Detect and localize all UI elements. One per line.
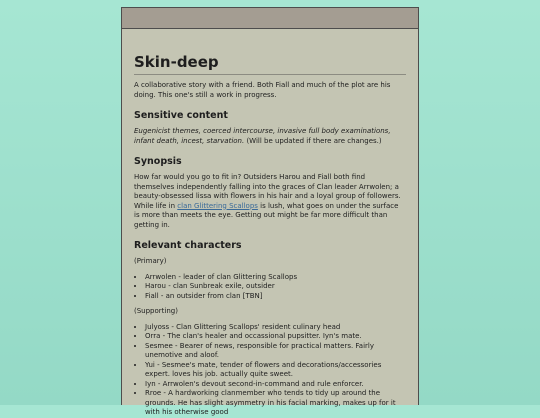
synopsis-part-2: is lush, what goes on under the surface is more than meets the eye. Getting out might be far more difficult than getting in. <box>134 201 399 229</box>
list-item: • Iyn - Arrwolen's devout second-in-command and rule enforcer. <box>145 380 406 390</box>
primary-label: (Primary) <box>134 257 167 265</box>
characters-heading: Relevant characters <box>134 240 242 251</box>
synopsis-heading: Synopsis <box>134 156 182 167</box>
synopsis-part-1: How far would you go to fit in? Outsiders Harou and Fiall both find themselves independently falling into the graces of Clan leader Arrwolen; a beauty-obsessed lissa with flowers in his hair and a loyal group of followers. While life in <box>134 173 401 210</box>
list-item: • Sesmee - Bearer of news, responsible for practical matters. Fairly unemotive and aloof. <box>145 342 406 361</box>
list-item: • Yui - Sesmee's mate, tender of flowers and decorations/accessories expert. loves his job. actually quite sweet. <box>145 361 406 380</box>
content-warnings: Eugenicist themes, coerced intercourse, invasive full body examinations, infant death, incest, starvation. <box>134 127 391 145</box>
list-item: • Harou - clan Sunbreak exile, outsider <box>145 282 406 292</box>
list-item: • Arrwolen - leader of clan Glittering Scallops <box>145 273 406 283</box>
intro-text: A collaborative story with a friend. Both Fiall and much of the plot are his doing. This one's still a work in progress. <box>134 81 391 99</box>
content-panel <box>121 7 419 416</box>
page-title: Skin-deep <box>134 53 406 75</box>
synopsis-text <box>134 173 406 230</box>
sensitive-heading: Sensitive content <box>134 110 228 121</box>
clan-link[interactable]: clan Glittering Scallops <box>177 201 258 210</box>
update-note: (Will be updated if there are changes.) <box>244 136 382 145</box>
primary-list <box>134 273 406 302</box>
list-item: • Orra - The clan's healer and occassional pupsitter. Iyn's mate. <box>145 332 406 342</box>
panel-top-bar <box>122 8 418 29</box>
list-item: • Julyoss - Clan Glittering Scallops' resident culinary head <box>145 323 406 333</box>
supporting-list <box>134 323 406 418</box>
supporting-label: (Supporting) <box>134 307 178 315</box>
sensitive-text <box>134 127 406 146</box>
article <box>122 53 418 418</box>
list-item: • Fiall - an outsider from clan [TBN] <box>145 292 406 302</box>
list-item: • Rroe - A hardworking clanmember who tends to tidy up around the grounds. He has slight asymmetry in his facial marking, makes up for it with his otherwise good <box>145 389 406 418</box>
